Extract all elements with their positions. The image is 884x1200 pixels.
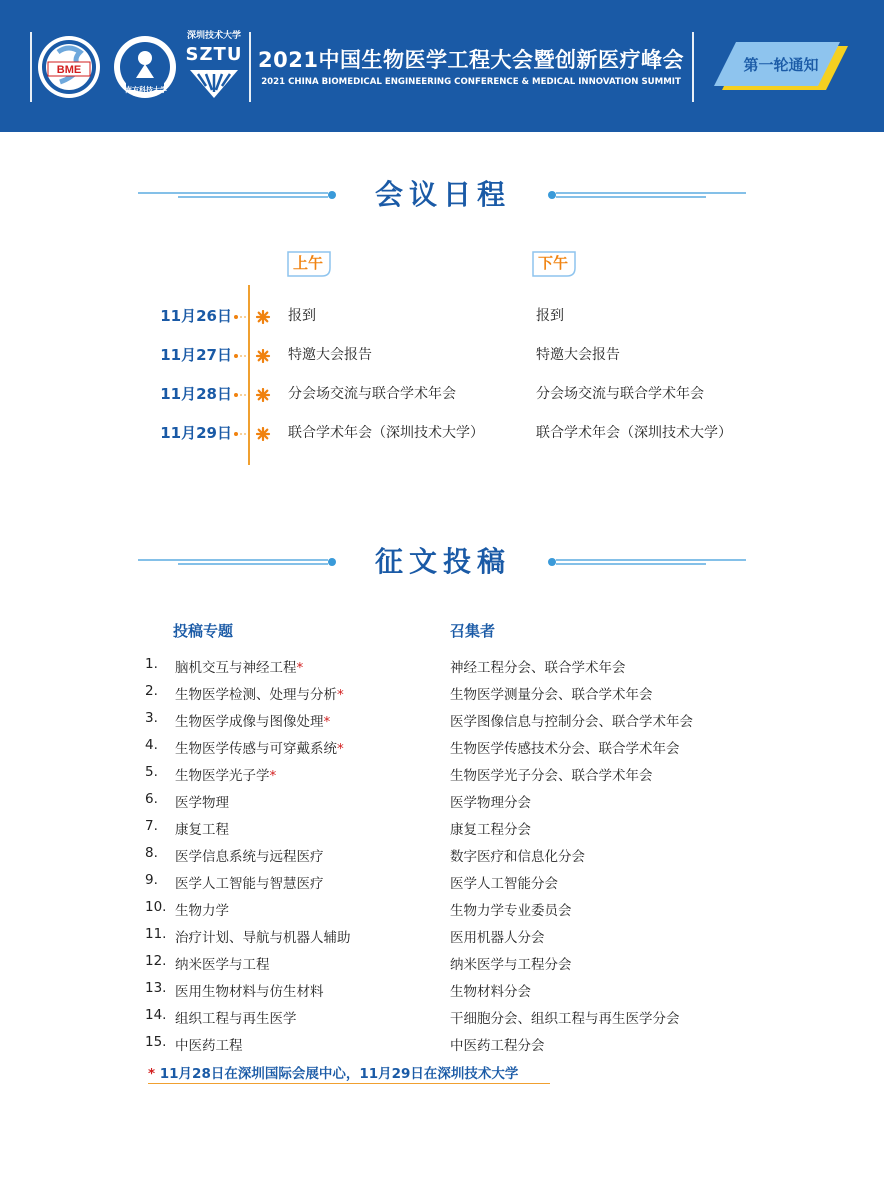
topic-convener: 干细胞分会、组织工程与再生医学分会 bbox=[450, 1011, 680, 1027]
timeline-flower-icon bbox=[234, 310, 274, 324]
morning-activity: 分会场交流与联合学术年会 bbox=[288, 386, 456, 402]
topic-number: 6. bbox=[145, 791, 158, 807]
topic-convener: 医学物理分会 bbox=[450, 795, 531, 811]
schedule-section-header bbox=[138, 180, 748, 210]
topic-convener: 生物医学测量分会、联合学术年会 bbox=[450, 687, 653, 703]
topic-name: 脑机交互与神经工程 bbox=[175, 660, 297, 676]
topic-number: 7. bbox=[145, 818, 158, 834]
topic-number: 9. bbox=[145, 872, 158, 888]
sztu-university-logo-icon bbox=[184, 28, 244, 102]
topic-row bbox=[0, 737, 884, 759]
schedule-date: 11月29日 bbox=[160, 424, 232, 442]
topic-column-header: 投稿专题 bbox=[173, 622, 234, 640]
afternoon-label: 下午 bbox=[537, 254, 568, 272]
topic-row bbox=[0, 926, 884, 948]
divider-line bbox=[692, 32, 694, 102]
topic-name: 医学信息系统与远程医疗 bbox=[175, 849, 324, 865]
topic-convener: 医学图像信息与控制分会、联合学术年会 bbox=[450, 714, 693, 730]
morning-activity: 特邀大会报告 bbox=[288, 347, 372, 363]
topic-number: 5. bbox=[145, 764, 158, 780]
schedule-row bbox=[0, 344, 884, 366]
topic-row bbox=[0, 872, 884, 894]
topic-convener: 中医药工程分会 bbox=[450, 1038, 545, 1054]
topic-name: 医用生物材料与仿生材料 bbox=[175, 984, 324, 1000]
morning-activity: 联合学术年会（深圳技术大学） bbox=[288, 425, 484, 441]
timeline-flower-icon bbox=[234, 388, 274, 402]
morning-activity: 报到 bbox=[288, 308, 316, 324]
topic-row bbox=[0, 764, 884, 786]
topic-number: 14. bbox=[145, 1007, 167, 1023]
topic-row bbox=[0, 791, 884, 813]
topic-name: 康复工程 bbox=[175, 822, 229, 838]
schedule-row bbox=[0, 383, 884, 405]
bme-logo-text: BME bbox=[56, 64, 82, 76]
schedule-date: 11月27日 bbox=[160, 346, 232, 364]
topic-convener: 生物医学传感技术分会、联合学术年会 bbox=[450, 741, 680, 757]
topic-number: 2. bbox=[145, 683, 158, 699]
topic-convener: 医用机器人分会 bbox=[450, 930, 545, 946]
timeline-flower-icon bbox=[234, 427, 274, 441]
topic-star: * bbox=[337, 741, 344, 757]
topic-star: * bbox=[296, 660, 304, 676]
topic-name: 生物医学传感与可穿戴系统 bbox=[175, 741, 337, 757]
topic-row bbox=[0, 899, 884, 921]
topic-star: * bbox=[269, 768, 277, 784]
topic-convener: 康复工程分会 bbox=[450, 822, 531, 838]
topic-name: 生物医学光子学 bbox=[175, 768, 270, 784]
footnote-text: 11月28日在深圳国际会展中心，11月29日在深圳技术大学 bbox=[155, 1066, 519, 1082]
notice-badge: 第一轮通知 bbox=[743, 56, 819, 74]
topic-star: * bbox=[323, 714, 331, 730]
topic-row bbox=[0, 710, 884, 732]
topic-number: 1. bbox=[145, 656, 158, 672]
sust-logo-text: 南方科技大学 bbox=[125, 86, 167, 94]
topic-convener: 生物力学专业委员会 bbox=[450, 903, 572, 919]
topic-number: 3. bbox=[145, 710, 158, 726]
topic-number: 13. bbox=[145, 980, 167, 996]
morning-tag bbox=[286, 250, 334, 278]
topic-name: 组织工程与再生医学 bbox=[175, 1011, 297, 1027]
topic-number: 11. bbox=[145, 926, 167, 942]
morning-label: 上午 bbox=[292, 254, 323, 272]
topic-row bbox=[0, 1007, 884, 1029]
topic-row bbox=[0, 818, 884, 840]
footnote-star: * bbox=[148, 1066, 156, 1082]
topic-name: 医学人工智能与智慧医疗 bbox=[175, 876, 324, 892]
papers-section-header bbox=[138, 547, 748, 577]
topic-convener: 生物材料分会 bbox=[450, 984, 531, 1000]
topic-convener: 纳米医学与工程分会 bbox=[450, 957, 572, 973]
topic-row bbox=[0, 1034, 884, 1056]
sztu-logo-cn-text: 深圳技术大学 bbox=[186, 31, 241, 41]
topic-name: 治疗计划、导航与机器人辅助 bbox=[175, 930, 351, 946]
topic-row bbox=[0, 980, 884, 1002]
topic-name: 生物医学检测、处理与分析 bbox=[175, 687, 337, 703]
convener-column-header: 召集者 bbox=[450, 622, 496, 640]
afternoon-activity: 特邀大会报告 bbox=[536, 347, 620, 363]
sztu-logo-text: SZTU bbox=[185, 44, 243, 65]
topic-name: 生物医学成像与图像处理 bbox=[175, 714, 324, 730]
bme-society-logo-icon bbox=[36, 34, 102, 100]
topic-name: 纳米医学与工程 bbox=[175, 957, 270, 973]
afternoon-tag bbox=[531, 250, 579, 278]
topic-convener: 医学人工智能分会 bbox=[450, 876, 558, 892]
schedule-row bbox=[0, 305, 884, 327]
topic-star: * bbox=[337, 687, 344, 703]
schedule-title: 会议日程 bbox=[374, 178, 511, 211]
topic-convener: 神经工程分会、联合学术年会 bbox=[450, 660, 626, 676]
topic-name: 中医药工程 bbox=[175, 1038, 243, 1054]
topic-name: 生物力学 bbox=[175, 903, 229, 919]
topic-number: 15. bbox=[145, 1034, 167, 1050]
conference-title-english: 2021 CHINA BIOMEDICAL ENGINEERING CONFERENCE & MEDICAL INNOVATION SUMMIT bbox=[261, 77, 681, 87]
afternoon-activity: 分会场交流与联合学术年会 bbox=[536, 386, 704, 402]
topic-name: 医学物理 bbox=[175, 795, 229, 811]
conference-title: 2021中国生物医学工程大会暨创新医疗峰会 bbox=[258, 48, 684, 72]
topic-row bbox=[0, 953, 884, 975]
topic-row bbox=[0, 683, 884, 705]
afternoon-activity: 报到 bbox=[536, 308, 564, 324]
topic-convener: 生物医学光子分会、联合学术年会 bbox=[450, 768, 653, 784]
topic-row bbox=[0, 845, 884, 867]
topic-number: 4. bbox=[145, 737, 158, 753]
topic-convener: 数字医疗和信息化分会 bbox=[450, 849, 585, 865]
divider-line bbox=[30, 32, 32, 102]
divider-line bbox=[249, 32, 251, 102]
schedule-date: 11月28日 bbox=[160, 385, 232, 403]
topic-number: 10. bbox=[145, 899, 167, 915]
header-banner bbox=[0, 0, 884, 132]
venue-footnote bbox=[148, 1062, 550, 1084]
schedule-date: 11月26日 bbox=[160, 307, 232, 325]
papers-title: 征文投稿 bbox=[374, 545, 511, 578]
topic-row bbox=[0, 656, 884, 678]
timeline-flower-icon bbox=[234, 349, 274, 363]
schedule-row bbox=[0, 422, 884, 444]
topic-number: 12. bbox=[145, 953, 167, 969]
afternoon-activity: 联合学术年会（深圳技术大学） bbox=[536, 425, 732, 441]
topic-number: 8. bbox=[145, 845, 158, 861]
